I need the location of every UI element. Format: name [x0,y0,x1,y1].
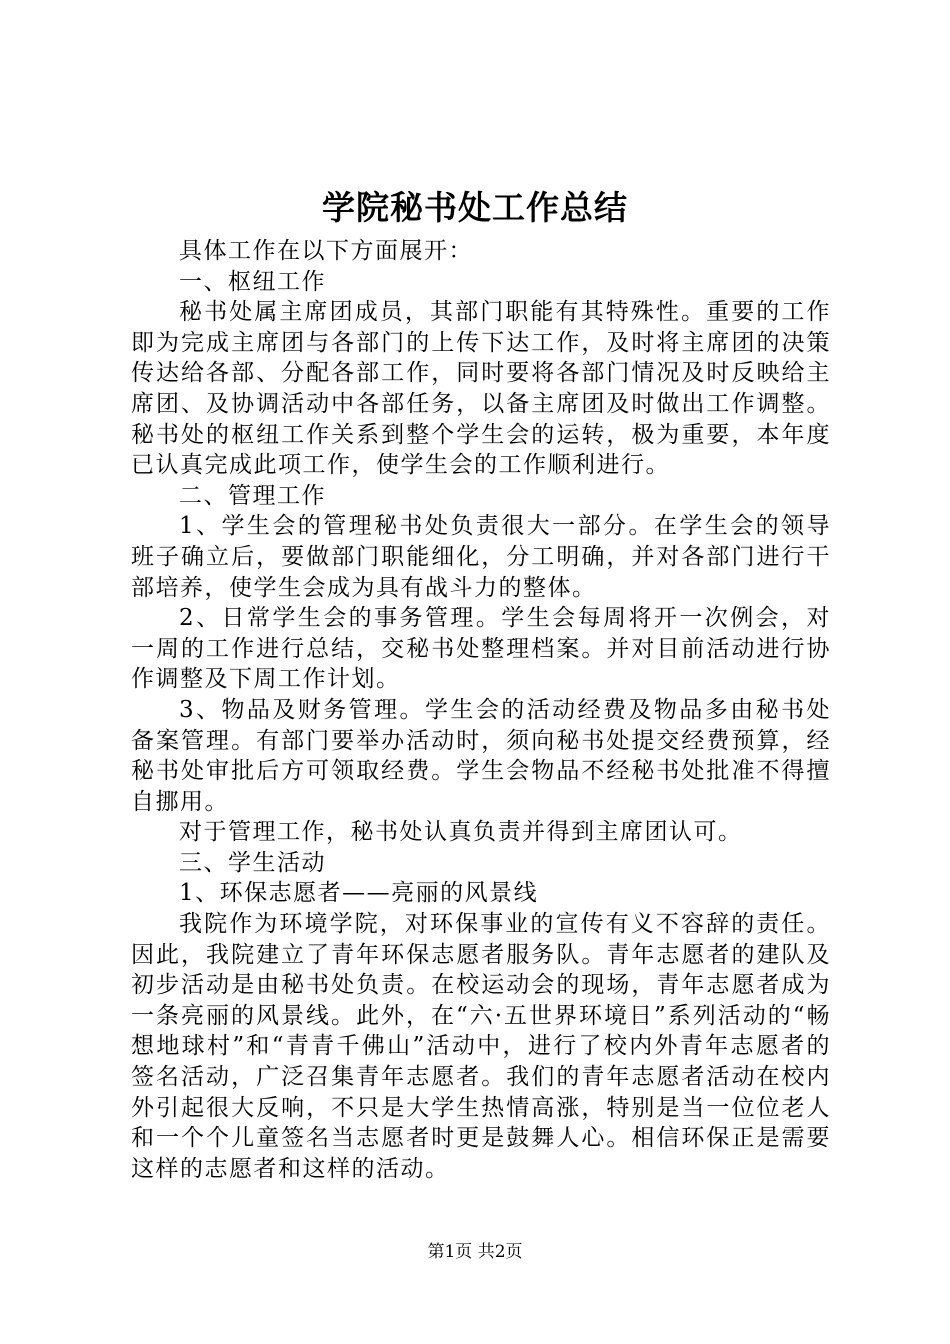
paragraph-hub-work: 秘书处属主席团成员，其部门职能有其特殊性。重要的工作即为完成主席团与各部门的上传下达工作，及时将主席团的决策传达给各部、分配各部工作，同时要将各部门情况及时反映给主席团、及协调活动中各部任务，以备主席团及时做出工作调整。秘书处的枢纽工作关系到整个学生会的运转，极为重要，本年度已认真完成此项工作，使学生会的工作顺利进行。 [131,299,831,479]
page-footer: 第1页 共2页 [427,1242,523,1262]
document-title: 学院秘书处工作总结 [322,188,628,227]
section-heading-management: 二、管理工作 [179,482,326,509]
subheading-eco-volunteers: 1、环保志愿者——亮丽的风景线 [179,880,539,907]
paragraph-management-3: 3、物品及财务管理。学生会的活动经费及物品多由秘书处备案管理。有部门要举办活动时，须向秘书处提交经费预算，经秘书处审批后方可领取经费。学生会物品不经秘书处批准不得擅自挪用。 [131,696,831,815]
paragraph-management-2: 2、日常学生会的事务管理。学生会每周将开一次例会，对一周的工作进行总结，交秘书处整理档案。并对目前活动进行协作调整及下周工作计划。 [131,605,831,693]
paragraph-intro: 具体工作在以下方面展开： [179,238,473,264]
paragraph-management-1: 1、学生会的管理秘书处负责很大一部分。在学生会的领导班子确立后，要做部门职能细化，分工明确，并对各部门进行干部培养，使学生会成为具有战斗力的整体。 [131,513,831,601]
paragraph-management-summary: 对于管理工作，秘书处认真负责并得到主席团认可。 [179,819,743,846]
document-body [131,236,831,1184]
paragraph-eco-volunteers: 我院作为环境学院，对环保事业的宣传有义不容辞的责任。因此，我院建立了青年环保志愿者服务队。青年志愿者的建队及初步活动是由秘书处负责。在校运动会的现场，青年志愿者成为一条亮丽的风景线。此外，在“六·五世界环境日”系列活动的“畅想地球村”和“青青千佛山”活动中，进行了校内外青年志愿者的签名活动，广泛召集青年志愿者。我们的青年志愿者活动在校内外引起很大反响，不只是大学生热情高涨，特别是当一位位老人和一个个儿童签名当志愿者时更是鼓舞人心。相信环保正是需要这样的志愿者和这样的活动。 [131,911,831,1182]
section-heading-hub-work: 一、枢纽工作 [179,268,326,295]
section-heading-student-activities: 三、学生活动 [179,849,326,876]
